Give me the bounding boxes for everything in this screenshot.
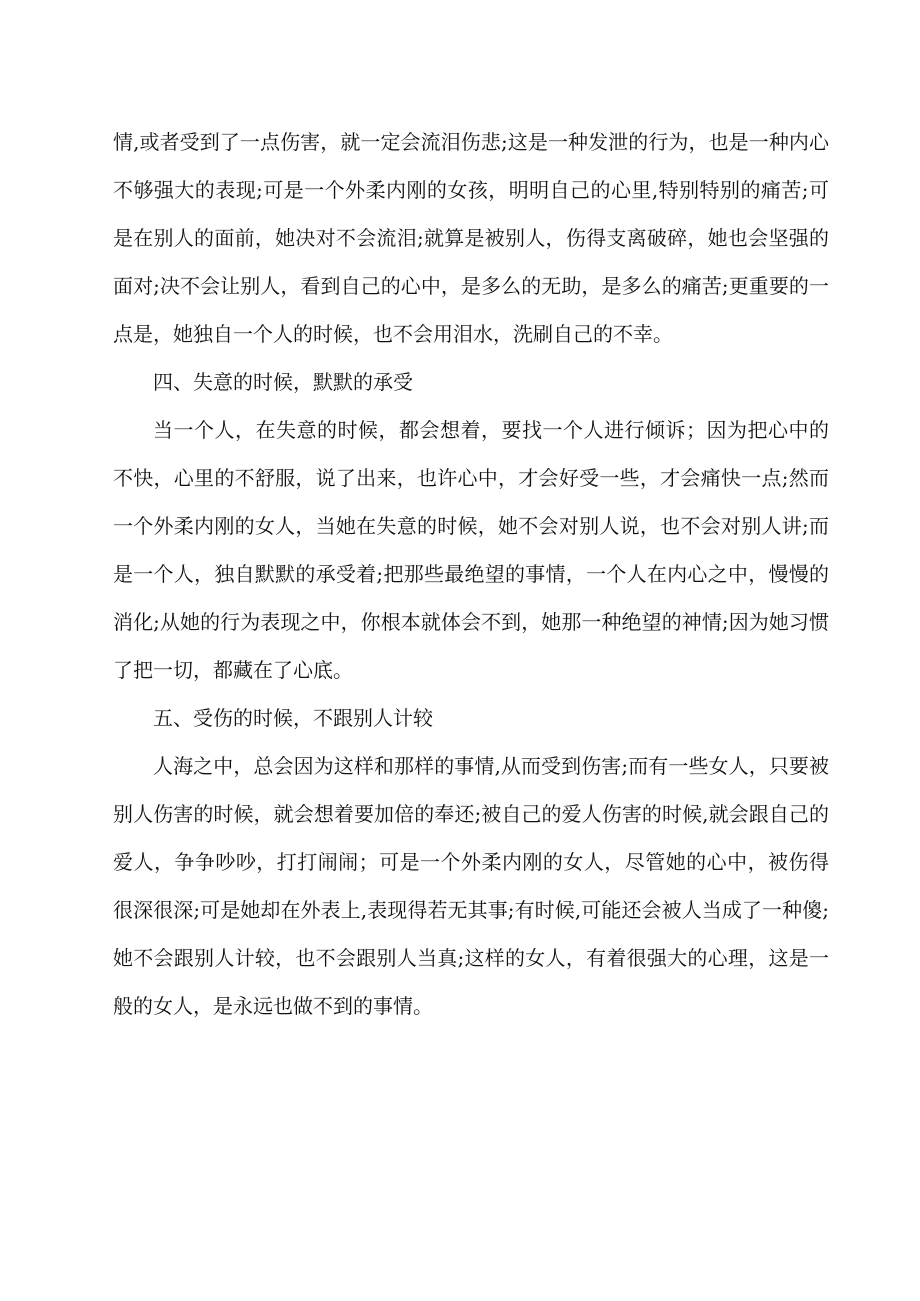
paragraph-section-four: 当一个人，在失意的时候，都会想着，要找一个人进行倾诉；因为把心中的不快，心里的不舒服，说了出来，也许心中，才会好受一些，才会痛快一点;然而一个外柔内刚的女人，当她在失意的时候，她不会对别人说，也不会对别人讲;而是一个人，独自默默的承受着;把那些最绝望的事情，一个人在内心之中，慢慢的消化;从她的行为表现之中，你根本就体会不到，她那一种绝望的神情;因为她习惯了把一切，都藏在了心底。 — [113, 418, 829, 682]
section-heading-four: 四、失意的时候，默默的承受 — [153, 370, 413, 394]
document-body — [113, 118, 829, 1030]
section-heading-five: 五、受伤的时候，不跟别人计较 — [153, 706, 433, 730]
paragraph-section-five: 人海之中，总会因为这样和那样的事情,从而受到伤害;而有一些女人，只要被别人伤害的时候，就会想着要加倍的奉还;被自己的爱人伤害的时候,就会跟自己的爱人，争争吵吵，打打闹闹；可是一个外柔内刚的女人，尽管她的心中，被伤得很深很深;可是她却在外表上,表现得若无其事;有时候,可能还会被人当成了一种傻;她不会跟别人计较，也不会跟别人当真;这样的女人，有着很强大的心理，这是一般的女人，是永远也做不到的事情。 — [113, 754, 829, 1018]
paragraph-continuation: 情,或者受到了一点伤害，就一定会流泪伤悲;这是一种发泄的行为，也是一种内心不够强大的表现;可是一个外柔内刚的女孩，明明自己的心里,特别特别的痛苦;可是在别人的面前，她决对不会流泪;就算是被别人，伤得支离破碎，她也会坚强的面对;决不会让别人，看到自己的心中，是多么的无助，是多么的痛苦;更重要的一点是，她独自一个人的时候，也不会用泪水，洗刷自己的不幸。 — [113, 130, 829, 346]
